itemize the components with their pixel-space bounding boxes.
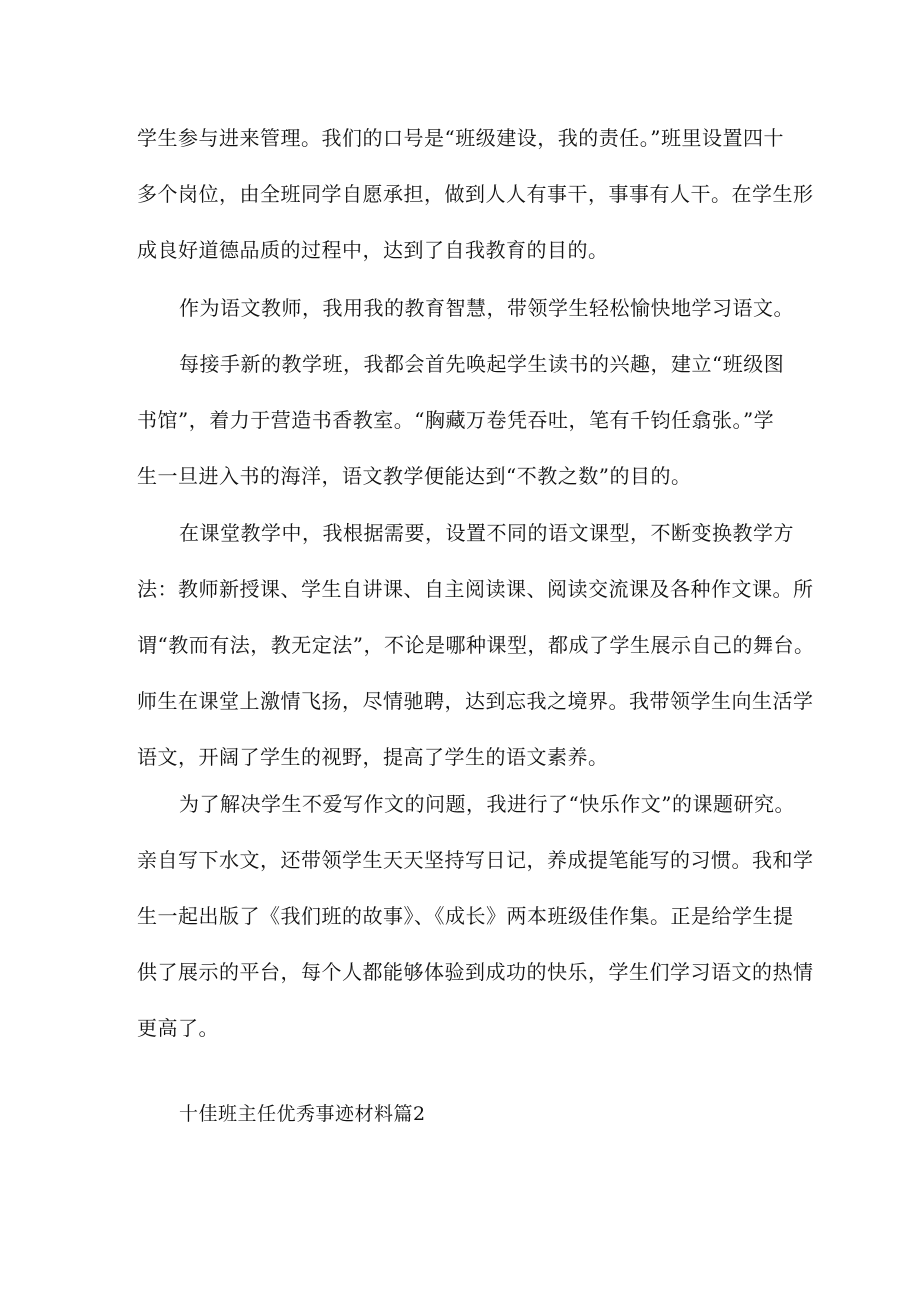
- text-line: 生一起出版了《我们班的故事》、《成长》两本班级佳作集。正是给学生提: [137, 904, 794, 928]
- text-line: 供了展示的平台，每个人都能够体验到成功的快乐，学生们学习语文的热情: [137, 960, 814, 984]
- text-line: 作为语文教师，我用我的教育智慧，带领学生轻松愉快地学习语文。: [179, 296, 794, 320]
- paragraph-happy-writing: [137, 776, 814, 1056]
- text-line: 生一旦进入书的海洋，语文教学便能达到“不教之数”的目的。: [137, 464, 692, 488]
- text-line: 在课堂教学中，我根据需要，设置不同的语文课型，不断变换教学方: [179, 521, 794, 545]
- text-line: 谓“教而有法，教无定法”，不论是哪种课型，都成了学生展示自己的舞台。: [137, 633, 815, 657]
- text-line: 学生参与进来管理。我们的口号是“班级建设，我的责任。”班里设置四十: [137, 126, 784, 150]
- text-line: 每接手新的教学班，我都会首先唤起学生读书的兴趣，建立“班级图: [179, 352, 785, 376]
- text-line: 书馆”，着力于营造书香教室。“胸藏万卷凭吞吐，笔有千钧任翕张。”学: [137, 408, 775, 432]
- text-line: 为了解决学生不爱写作文的问题，我进行了“快乐作文”的课题研究。: [179, 792, 795, 816]
- heading-text: 十佳班主任优秀事迹材料篇2: [179, 1103, 426, 1125]
- text-line: 语文，开阔了学生的视野，提高了学生的语文素养。: [137, 745, 609, 769]
- text-line: 成良好道德品质的过程中，达到了自我教育的目的。: [137, 238, 609, 262]
- text-line: 法：教师新授课、学生自讲课、自主阅读课、阅读交流课及各种作文课。所: [137, 577, 814, 601]
- paragraph-class-library: [137, 336, 793, 504]
- text-line: 多个岗位，由全班同学自愿承担，做到人人有事干，事事有人干。在学生形: [137, 182, 814, 206]
- paragraph-class-management: [137, 110, 814, 278]
- text-line: 亲自写下水文，还带领学生天天坚持写日记，养成提笔能写的习惯。我和学: [137, 848, 814, 872]
- paragraph-chinese-teacher: [137, 280, 793, 336]
- paragraph-classroom-teaching: [137, 505, 815, 785]
- section-heading: [137, 1086, 793, 1142]
- text-line: 更高了。: [137, 1016, 219, 1040]
- text-line: 师生在课堂上激情飞扬，尽情驰聘，达到忘我之境界。我带领学生向生活学: [137, 689, 814, 713]
